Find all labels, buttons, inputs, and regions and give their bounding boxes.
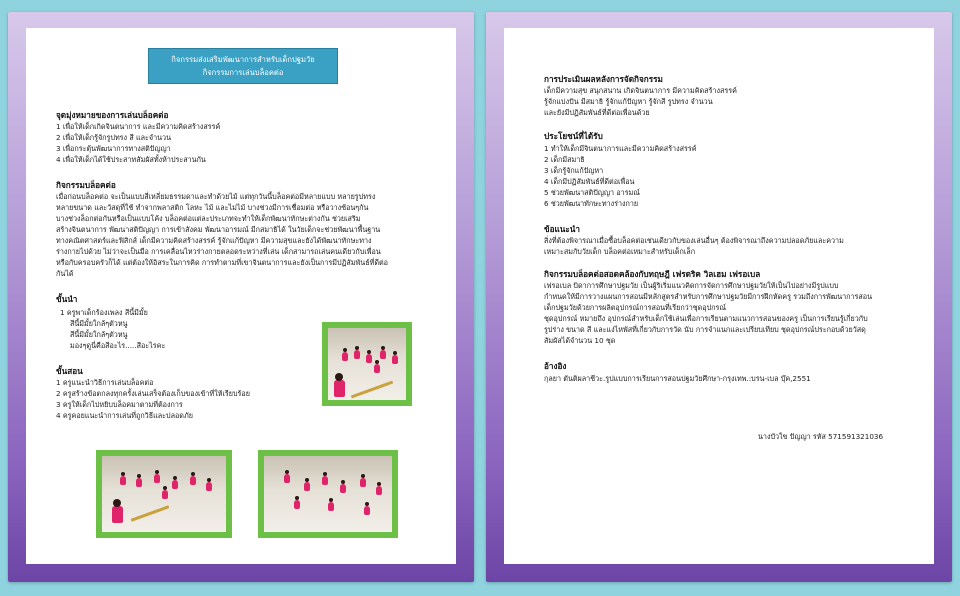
left-page-frame (8, 12, 474, 582)
evaluation-heading: การประเมินผลหลังการจัดกิจกรรม (544, 74, 663, 84)
suggestion-heading: ข้อแนะนำ (544, 224, 580, 234)
evaluation-line: เด็กมีความสุข สนุกสนาน เกิดจินตนาการ มีความคิดสร้างสรรค์ (544, 86, 737, 95)
benefit-item: 3 เด็กรู้จักแก้ปัญหา (544, 166, 604, 175)
theory-heading: กิจกรรมบล็อคต่อสอดคล้องกับทฤษฎี เฟรดริค วิลเฮม เฟรอเบล (544, 269, 761, 279)
benefit-item: 5 ช่วยพัฒนาสติปัญญา อารมณ์ (544, 188, 640, 197)
activity-photo (96, 450, 232, 538)
suggestion-line: เหมาะสมกับวัยเด็ก บล็อคต่อเหมาะสำหรับเด็กเล็ก (544, 247, 696, 256)
suggestion-line: สิ่งที่ต้องพิจารณาเมื่อซื้อบล็อคต่อเช่นเดียวกับของเล่นอื่นๆ ต้องพิจารณาถึงความปลอดภัยและความ (544, 236, 844, 245)
benefit-item: 2 เด็กมีสมาธิ (544, 155, 585, 164)
theory-line: ชุดอุปกรณ์ หมายถึง อุปกรณ์สำหรับเด็กใช้เล่นเพื่อการเรียนตามแนวการสอนของครู เป็นการเรียนรู้เกี่ยวกับ (544, 314, 868, 323)
intro-line: 1 ครูพาเด็กร้องเพลง สีนี้มีมั้ย (60, 308, 148, 317)
teaching-item: 1 ครูแนะนำวิธีการเล่นบล็อคต่อ (56, 378, 154, 387)
theory-line: รูปร่าง ขนาด สี และแง่ไหพัสที่เกี่ยวกับการวัด นับ การจำแนกและเปรียบเทียบ ชุดอุปกรณ์ประกอบด้วยวัสดุ (544, 325, 866, 334)
activity-photo (322, 322, 412, 406)
teaching-heading: ขั้นสอน (56, 366, 83, 376)
intro-line: สีนี้มีมั้ยใกล้ๆตัวหนู (70, 330, 128, 339)
theory-line: เด็กปฐมวัยด้วยการผลิตอุปกรณ์การสอนที่เรียกว่าชุดอุปกรณ์ (544, 303, 727, 312)
teaching-item: 3 ครูให้เด็กไปหยิบบล็อคมาตามที่ต้องการ (56, 400, 183, 409)
benefit-item: 6 ช่วยพัฒนาทักษะทางร่างกาย (544, 199, 639, 208)
intro-heading: ขั้นนำ (56, 294, 78, 304)
activity-line: ร่างกายไปด้วย ไม่ว่าจะเป็นมือ การเคลื่อนไหวร่างกายตลอดระหว่างที่เล่น เด็กสามารถเล่นคนเดียวกับเพื่อน (56, 247, 381, 256)
intro-line: สีนี้มีมั้ยใกล้ๆตัวหนู (70, 319, 128, 328)
reference-text: กุลยา ตันติผลาชีวะ.รูปแบบการเรียนการสอนปฐมวัยศึกษา-กรุงเทพ.:บรน-เบล บุ๊ค,2551 (544, 374, 811, 383)
theory-line: สัมผัสได้จำนวน 10 ชุด (544, 336, 616, 345)
activity-line: กันได้ (56, 269, 74, 278)
activity-line: หรือกับครอบครัวก็ได้ แต่ต้องให้อิสระในการคิด การทำตามที่เขาจินตนาการและยังเป็นการมีปฏิสัมพันธ์ที่ดีต่อ (56, 258, 388, 267)
evaluation-line: รู้จักแบ่งปัน มีสมาธิ รู้จักแก้ปัญหา รู้จักสี รูปทรง จำนวน (544, 97, 713, 106)
objectives-heading: จุดมุ่งหมายของการเล่นบล็อคต่อ (56, 110, 169, 120)
author-signature: นางบัวใข ปัญญา รหัส 571591321036 (758, 432, 884, 441)
reference-heading: อ้างอิง (544, 361, 567, 371)
evaluation-line: และยังมีปฏิสัมพันธ์ที่ดีต่อเพื่อนด้วย (544, 108, 650, 117)
intro-line: มองๆดูนี่คือสีอะไร.....สีอะไรคะ (70, 341, 166, 350)
activity-heading: กิจกรรมบล็อคต่อ (56, 180, 116, 190)
title-line-1: กิจกรรมส่งเสริมพัฒนาการสำหรับเด็กปฐมวัย (171, 55, 315, 64)
objective-item: 3 เพื่อกระตุ้นพัฒนาการทางสติปัญญา (56, 144, 171, 153)
teaching-item: 2 ครูสร้างข้อตกลงทุกครั้งเล่นเสร็จต้องเก็บของเข้าที่ให้เรียบร้อย (56, 389, 250, 398)
activity-line: บางช่วงล็อกต่อกันหรือเป็นแบบโค้ง บล็อคต่อแต่ละประเภทจะทำให้เด็กพัฒนาทักษะต่างกัน ช่วยเสริม (56, 214, 361, 223)
objective-item: 2 เพื่อให้เด็กรู้จักรูปทรง สี และจำนวน (56, 133, 172, 142)
theory-line: เฟรอเบล บิดาการศึกษาปฐมวัย เป็นผู้ริเริ่มแนวคิดการจัดการศึกษาปฐมวัยให้เป็นไปอย่างมีรูปแบบ (544, 281, 839, 290)
activity-line: สร้างจินตนาการ พัฒนาสติปัญญา การเข้าสังคม พัฒนาอารมณ์ มีกสมาธิได้ ในวัยเด็กจะช่วยพัฒนาพื้นฐาน (56, 225, 381, 234)
benefit-item: 4 เด็กมีปฏิสัมพันธ์ที่ดีต่อเพื่อน (544, 177, 635, 186)
teaching-item: 4 ครูคอยแนะนำการเล่นที่ถูกวิธีและปลอดภัย (56, 411, 193, 420)
right-page (504, 28, 934, 564)
title-line-2: กิจกรรมการเล่นบล็อคต่อ (202, 68, 284, 77)
activity-photo (258, 450, 398, 538)
left-page (26, 28, 456, 564)
benefit-item: 1 ทำให้เด็กมีจินตนาการและมีความคิดสร้างสรรค์ (544, 144, 697, 153)
objective-item: 1 เพื่อให้เด็กเกิดจินตนาการ และมีความคิดสร้างสรรค์ (56, 122, 221, 131)
page-title (148, 48, 338, 84)
objective-item: 4 เพื่อให้เด็กได้ใช้ประสาทสัมผัสทั้งห้าประสานกัน (56, 155, 206, 164)
activity-line: หลายขนาด และวัสดุที่ใช้ ทำจากพลาสติก โลหะ ไม้ และไม่ไม้ บางช่วงมีการเชื่อมต่อ หรือวางซ้อนๆกัน (56, 203, 369, 212)
activity-line: ทางคณิตศาสตร์และฟิสิกส์ เด็กมีความคิดสร้างสรรค์ รู้จักแก้ปัญหา มีความสุขและยังได้พัฒนาทักษะทาง (56, 236, 372, 245)
benefits-heading: ประโยชน์ที่ได้รับ (544, 131, 603, 141)
activity-line: เมื่อก่อนบล็อคต่อ จะเป็นแบบสี่เหลี่ยมธรรมดาและทำด้วยไม้ แต่ทุกวันนี้บล็อคต่อมีหลายแบบ หลายรูปทรง (56, 192, 376, 201)
right-page-frame (486, 12, 952, 582)
theory-line: กำหนดให้มีการวางแผนการสอนมีหลักสูตรสำหรับการศึกษาปฐมวัยมีการฝึกหัดครู รวมถึงการพัฒนาการสอน (544, 292, 873, 301)
